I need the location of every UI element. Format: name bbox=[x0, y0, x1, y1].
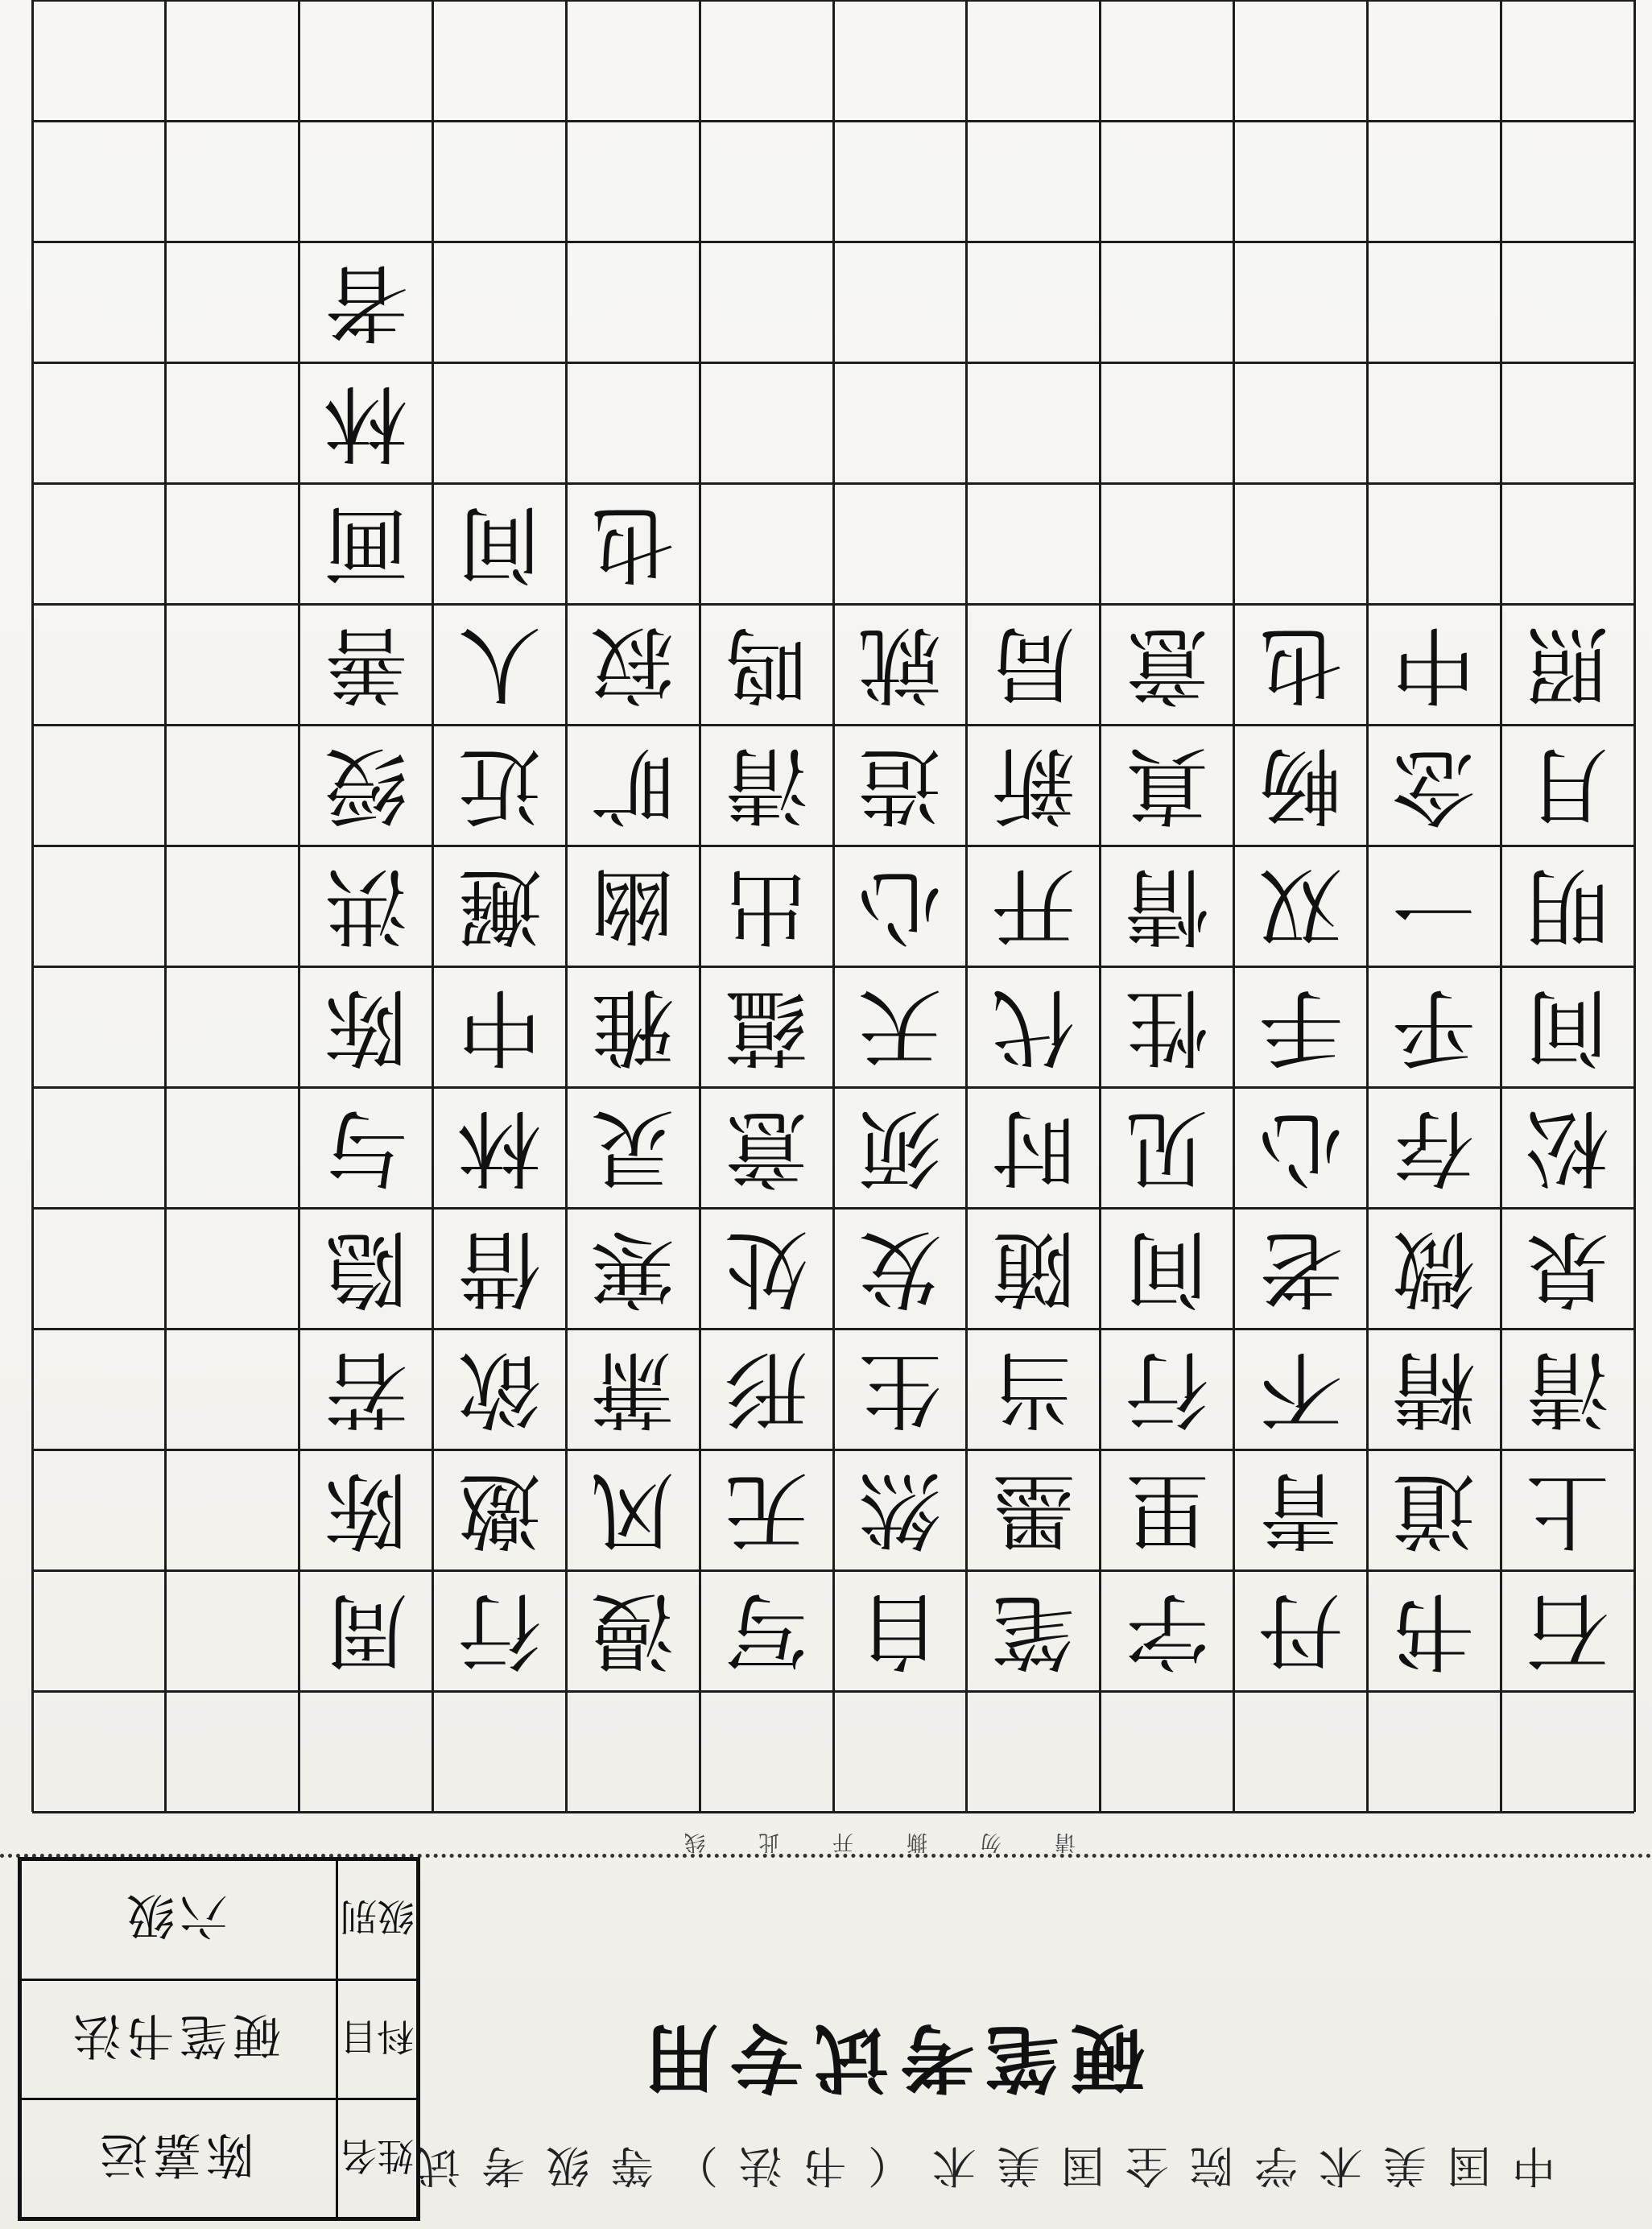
handwritten-char: 出 bbox=[725, 857, 809, 955]
handwritten-char: 发 bbox=[857, 1219, 942, 1317]
handwritten-char: 性 bbox=[1125, 978, 1209, 1076]
handwritten-char: 萧 bbox=[591, 1340, 675, 1438]
grid-hline bbox=[32, 1811, 1634, 1813]
subject-label: 科目 bbox=[336, 1981, 416, 2098]
info-row-subject bbox=[22, 1979, 416, 2098]
handwritten-char: 微 bbox=[1392, 1219, 1476, 1317]
handwritten-char: 清 bbox=[725, 736, 809, 834]
handwritten-char: 漫 bbox=[591, 1582, 675, 1680]
level-value: 六级 bbox=[122, 1887, 228, 1943]
handwritten-char: 时 bbox=[991, 1098, 1076, 1197]
tear-note: 请勿撕开此线 bbox=[631, 1830, 1076, 1854]
handwritten-char: 笔 bbox=[991, 1582, 1076, 1680]
name-label: 姓名 bbox=[336, 2100, 416, 2217]
handwritten-char: 灵 bbox=[591, 1098, 675, 1197]
handwritten-char: 精 bbox=[1392, 1340, 1476, 1438]
handwritten-char: 幽 bbox=[591, 857, 675, 955]
handwritten-char: 鸣 bbox=[725, 615, 809, 713]
handwritten-char: 林 bbox=[324, 374, 408, 472]
handwritten-char: 林 bbox=[457, 1098, 542, 1197]
handwritten-char: 心 bbox=[857, 857, 942, 955]
name-value: 陈嘉运 bbox=[95, 2126, 254, 2183]
handwritten-char: 寂 bbox=[591, 615, 675, 713]
info-row-level bbox=[22, 1859, 416, 1979]
handwritten-char: 邀 bbox=[457, 1461, 542, 1559]
handwritten-char: 生 bbox=[857, 1340, 942, 1438]
handwritten-char: 石 bbox=[1526, 1582, 1610, 1680]
handwritten-char: 心 bbox=[1258, 1098, 1343, 1197]
handwritten-char: 泉 bbox=[1526, 1219, 1610, 1317]
handwritten-char: 不 bbox=[1258, 1340, 1343, 1438]
handwritten-char: 念 bbox=[1392, 736, 1476, 834]
handwritten-char: 间 bbox=[1125, 1219, 1209, 1317]
grid-hline bbox=[32, 482, 1634, 485]
handwritten-char: 书 bbox=[1392, 1582, 1476, 1680]
handwritten-char: 蕴 bbox=[725, 978, 809, 1076]
handwritten-char: 与 bbox=[324, 1098, 408, 1197]
handwritten-char: 欲 bbox=[457, 1340, 542, 1438]
handwritten-char: 畅 bbox=[1258, 736, 1343, 834]
handwritten-char: 中 bbox=[1392, 615, 1476, 713]
handwritten-char: 存 bbox=[1392, 1098, 1476, 1197]
handwritten-char: 青 bbox=[1258, 1461, 1343, 1559]
handwritten-char: 乎 bbox=[1392, 978, 1476, 1076]
handwritten-char: 意 bbox=[1125, 615, 1209, 713]
writing-grid bbox=[32, 0, 1634, 1812]
handwritten-char: 情 bbox=[1125, 857, 1209, 955]
handwritten-char: 者 bbox=[324, 253, 408, 351]
handwritten-char: 自 bbox=[857, 1582, 942, 1680]
handwritten-char: 善 bbox=[324, 615, 408, 713]
handwritten-char: 天 bbox=[857, 978, 942, 1076]
handwritten-char: 字 bbox=[1125, 1582, 1209, 1680]
handwritten-char: 陈 bbox=[324, 1461, 408, 1559]
info-table bbox=[18, 1857, 420, 2221]
handwritten-char: 当 bbox=[991, 1340, 1076, 1438]
handwritten-char: 局 bbox=[991, 615, 1076, 713]
handwritten-char: 周 bbox=[324, 1582, 408, 1680]
grid-hline bbox=[32, 241, 1634, 243]
handwritten-char: 开 bbox=[991, 857, 1076, 955]
handwritten-char: 写 bbox=[725, 1582, 809, 1680]
handwritten-char: 真 bbox=[1125, 736, 1209, 834]
handwritten-char: 新 bbox=[991, 736, 1076, 834]
handwritten-char: 照 bbox=[1526, 615, 1610, 713]
grid-hline bbox=[32, 0, 1634, 2]
handwritten-char: 松 bbox=[1526, 1098, 1610, 1197]
grid-vline bbox=[31, 0, 34, 1812]
handwritten-char: 人 bbox=[457, 615, 542, 713]
handwritten-char: 间 bbox=[457, 494, 542, 593]
handwritten-char: 丹 bbox=[1258, 1582, 1343, 1680]
handwritten-char: 行 bbox=[457, 1582, 542, 1680]
subject-value: 硬笔书法 bbox=[68, 2007, 281, 2064]
handwritten-char: 老 bbox=[1258, 1219, 1343, 1317]
exam-subtitle: 中国美术学院全国美术（书法）等级考试 bbox=[396, 2140, 1555, 2191]
handwritten-char: 形 bbox=[725, 1340, 809, 1438]
handwritten-char: 也 bbox=[1258, 615, 1343, 713]
handwritten-char: 道 bbox=[1392, 1461, 1476, 1559]
grid-hline bbox=[32, 120, 1634, 122]
handwritten-char: 若 bbox=[324, 1340, 408, 1438]
handwritten-char: 洪 bbox=[324, 857, 408, 955]
handwritten-char: 处 bbox=[725, 1219, 809, 1317]
handwritten-char: 造 bbox=[857, 736, 942, 834]
handwritten-char: 墨 bbox=[991, 1461, 1076, 1559]
handwritten-char: 陈 bbox=[324, 978, 408, 1076]
handwritten-char: 然 bbox=[857, 1461, 942, 1559]
handwritten-char: 无 bbox=[725, 1461, 809, 1559]
handwritten-char: 借 bbox=[457, 1219, 542, 1317]
handwritten-char: 雅 bbox=[591, 978, 675, 1076]
handwritten-char: 邂 bbox=[457, 857, 542, 955]
level-label: 级别 bbox=[336, 1859, 416, 1979]
handwritten-char: 意 bbox=[725, 1098, 809, 1197]
handwritten-char: 上 bbox=[1526, 1461, 1610, 1559]
handwritten-char: 手 bbox=[1258, 978, 1343, 1076]
handwritten-char: 随 bbox=[991, 1219, 1076, 1317]
handwritten-char: 代 bbox=[991, 978, 1076, 1076]
handwritten-char: 月 bbox=[1526, 736, 1610, 834]
handwritten-char: 旷 bbox=[591, 736, 675, 834]
handwritten-char: 须 bbox=[857, 1098, 942, 1197]
handwritten-char: 风 bbox=[591, 1461, 675, 1559]
exam-title: 硬笔考试专用 bbox=[632, 2014, 1145, 2100]
handwritten-char: 中 bbox=[457, 978, 542, 1076]
handwritten-char: 清 bbox=[1526, 1340, 1610, 1438]
grid-vline bbox=[164, 0, 167, 1812]
handwritten-char: 里 bbox=[1125, 1461, 1209, 1559]
handwritten-char: 明 bbox=[1526, 857, 1610, 955]
handwritten-char: 近 bbox=[457, 736, 542, 834]
handwritten-char: 绶 bbox=[324, 736, 408, 834]
handwritten-char: 寒 bbox=[591, 1219, 675, 1317]
handwritten-char: 间 bbox=[1526, 978, 1610, 1076]
handwritten-char: 画 bbox=[324, 494, 408, 593]
grid-hline bbox=[32, 362, 1634, 364]
info-row-name bbox=[22, 2098, 416, 2217]
handwritten-char: 行 bbox=[1125, 1340, 1209, 1438]
handwritten-char: 见 bbox=[1125, 1098, 1209, 1197]
handwritten-char: 双 bbox=[1258, 857, 1343, 955]
handwritten-char: 也 bbox=[591, 494, 675, 593]
handwritten-char: 一 bbox=[1392, 857, 1476, 955]
handwritten-char: 隐 bbox=[324, 1219, 408, 1317]
exam-footer bbox=[0, 1867, 1652, 2229]
handwritten-char: 就 bbox=[857, 615, 942, 713]
